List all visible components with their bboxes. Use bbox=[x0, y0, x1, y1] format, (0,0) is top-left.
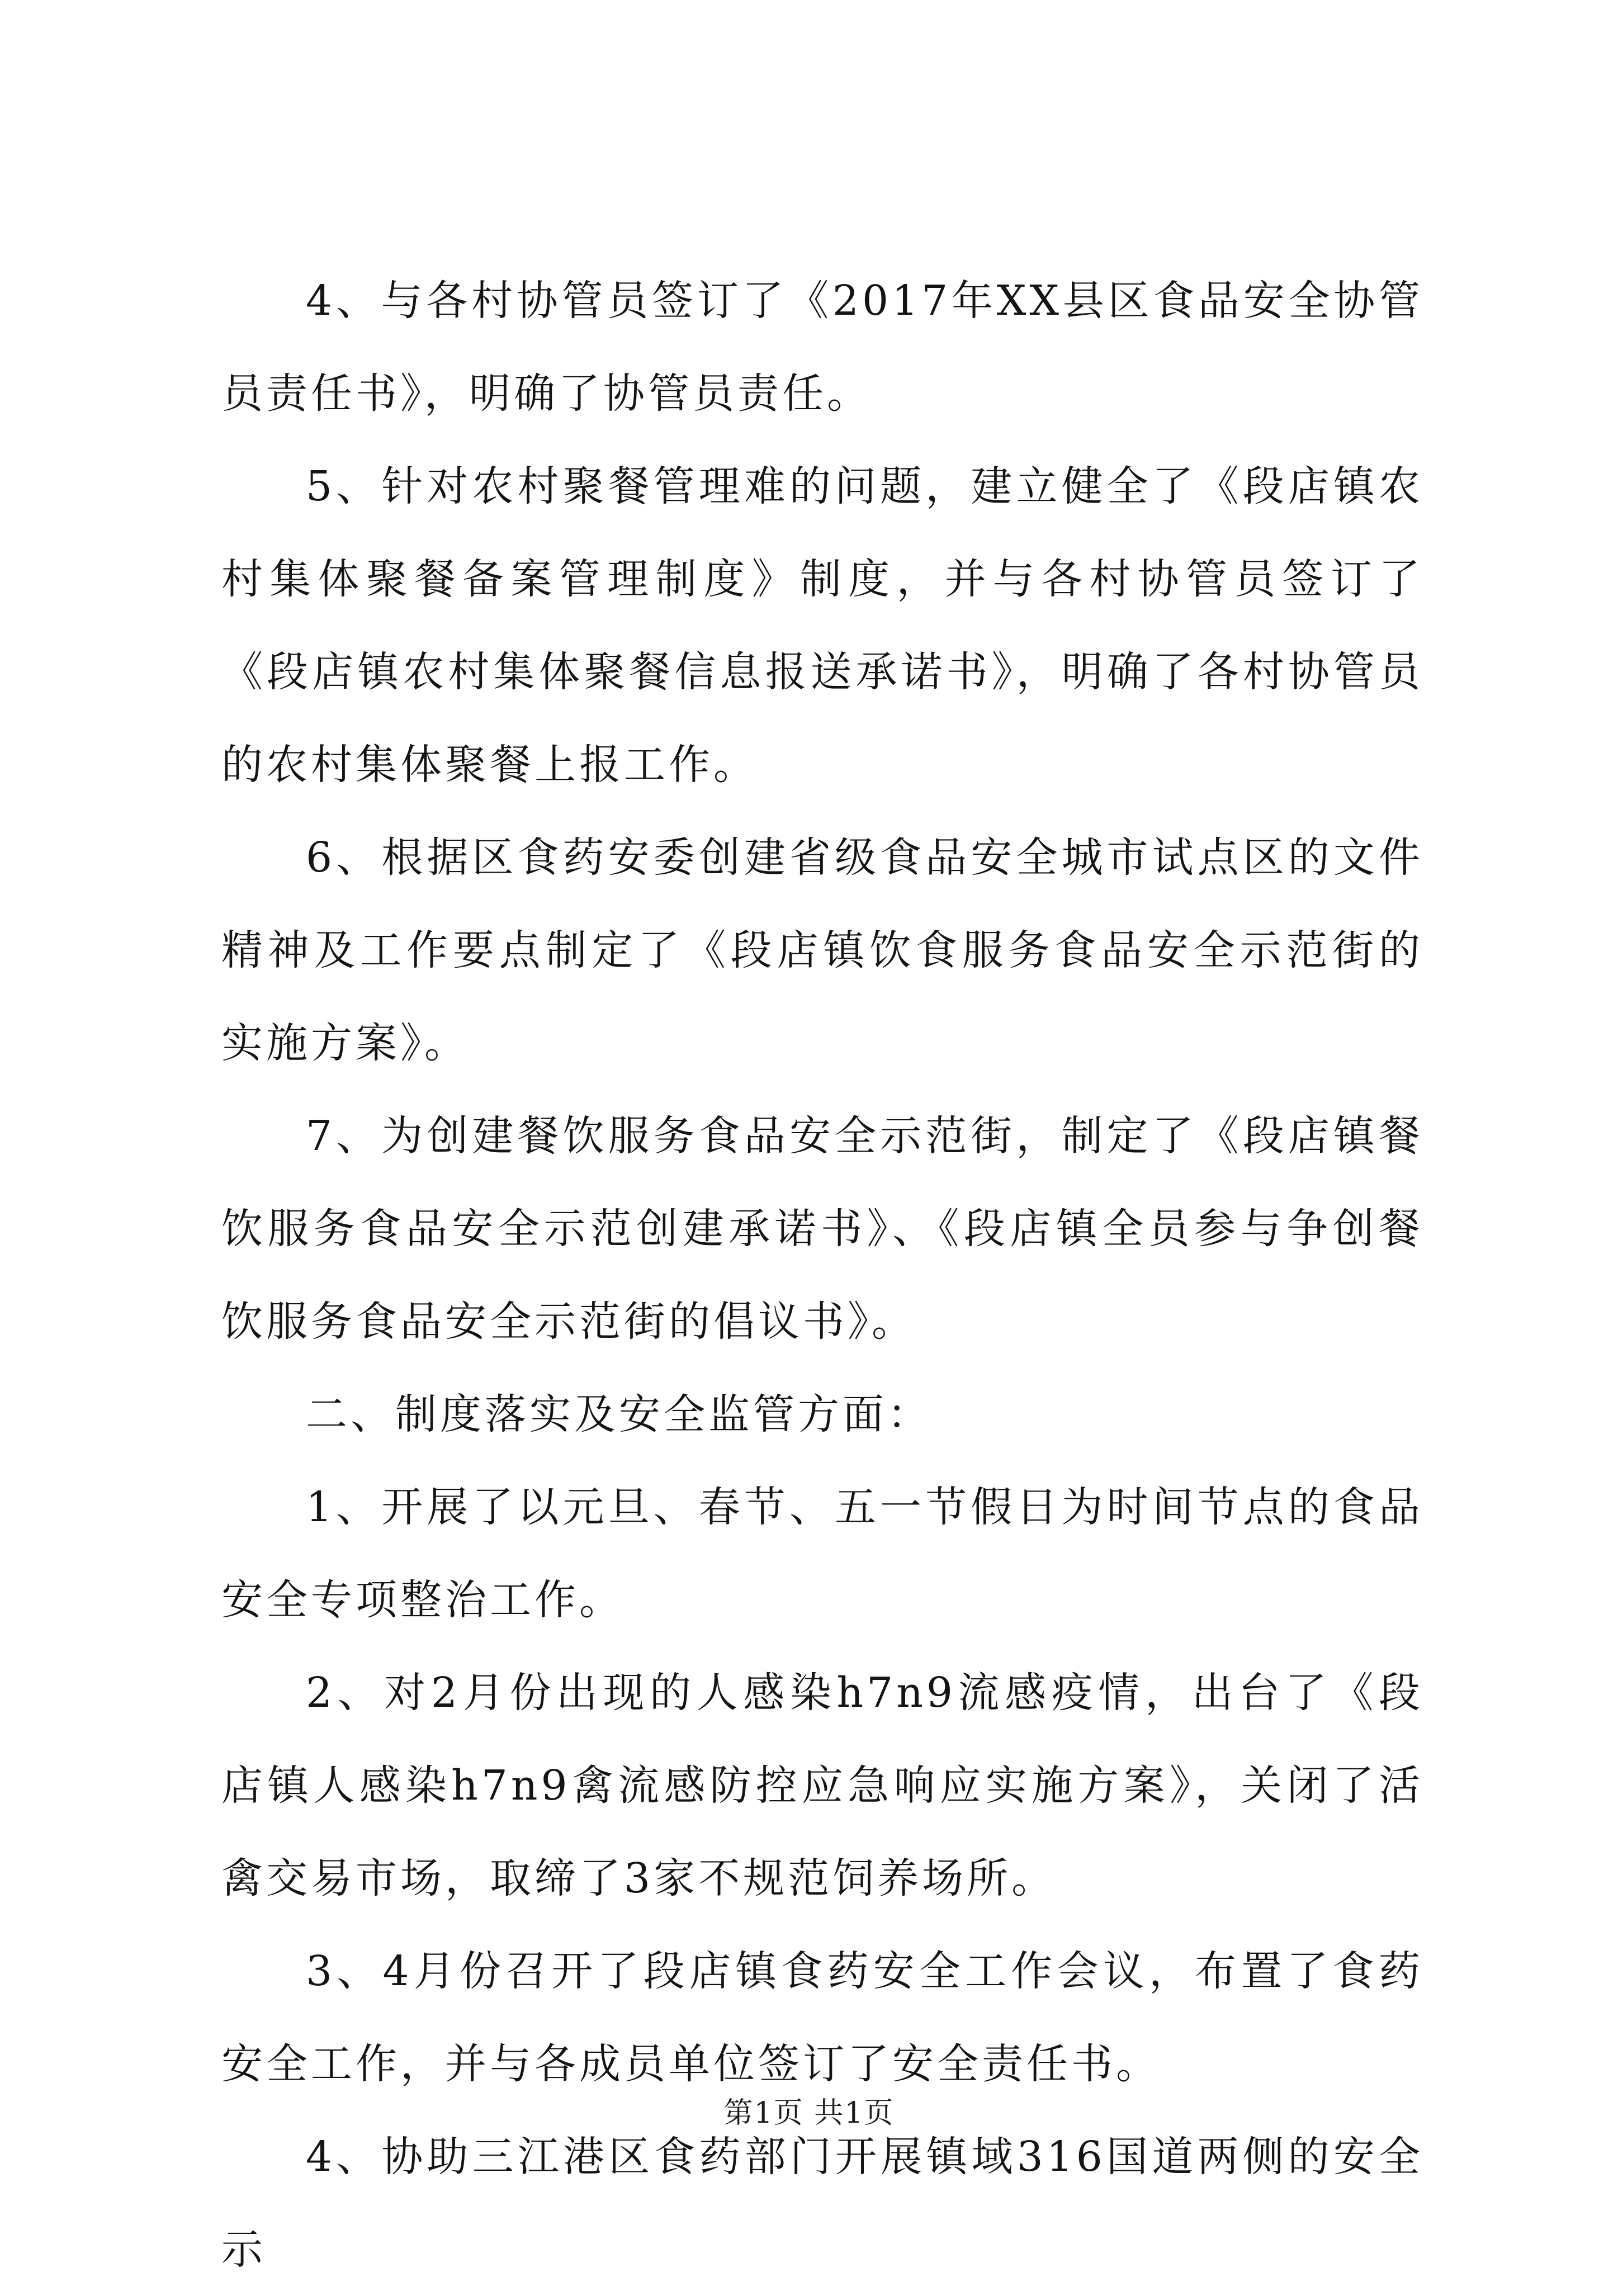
paragraph-item-2-h7n9-response: 2、对2月份出现的人感染h7n9流感疫情，出台了《段店镇人感染h7n9禽流感防控应急响应实施方案》，关闭了活禽交易市场，取缔了3家不规范饲养场所。 bbox=[221, 1669, 1423, 1902]
paragraph-item-3-safety-meeting: 3、4月份召开了段店镇食药安全工作会议，布置了食药安全工作，并与各成员单位签订了安全责任书。 bbox=[221, 1947, 1423, 2088]
document-body bbox=[221, 254, 1423, 2296]
paragraph-item-5-rural-dining: 5、针对农村聚餐管理难的问题，建立健全了《段店镇农村集体聚餐备案管理制度》制度，并与各村协管员签订了《段店镇农村集体聚餐信息报送承诺书》，明确了各村协管员的农村集体聚餐上报工作。 bbox=[221, 462, 1423, 789]
paragraph-item-1-holiday-inspection: 1、开展了以元旦、春节、五一节假日为时间节点的食品安全专项整治工作。 bbox=[221, 1483, 1423, 1624]
page-number-footer: 第1页 共1页 bbox=[723, 2096, 895, 2130]
section-heading-supervision: 二、制度落实及安全监管方面： bbox=[306, 1390, 932, 1438]
paragraph-item-6-implementation-plan: 6、根据区食药安委创建省级食品安全城市试点区的文件精神及工作要点制定了《段店镇饮食服务食品安全示范街的实施方案》。 bbox=[221, 834, 1423, 1067]
paragraph-item-4-agreement: 4、与各村协管员签订了《2017年XX县区食品安全协管员责任书》，明确了协管员责任。 bbox=[221, 277, 1423, 418]
paragraph-item-4-highway-assistance: 4、协助三江港区食药部门开展镇域316国道两侧的安全示 bbox=[221, 2133, 1423, 2274]
paragraph-item-7-demonstration-street: 7、为创建餐饮服务食品安全示范街，制定了《段店镇餐饮服务食品安全示范创建承诺书》、《段店镇全员参与争创餐饮服务食品安全示范街的倡议书》。 bbox=[221, 1112, 1423, 1346]
